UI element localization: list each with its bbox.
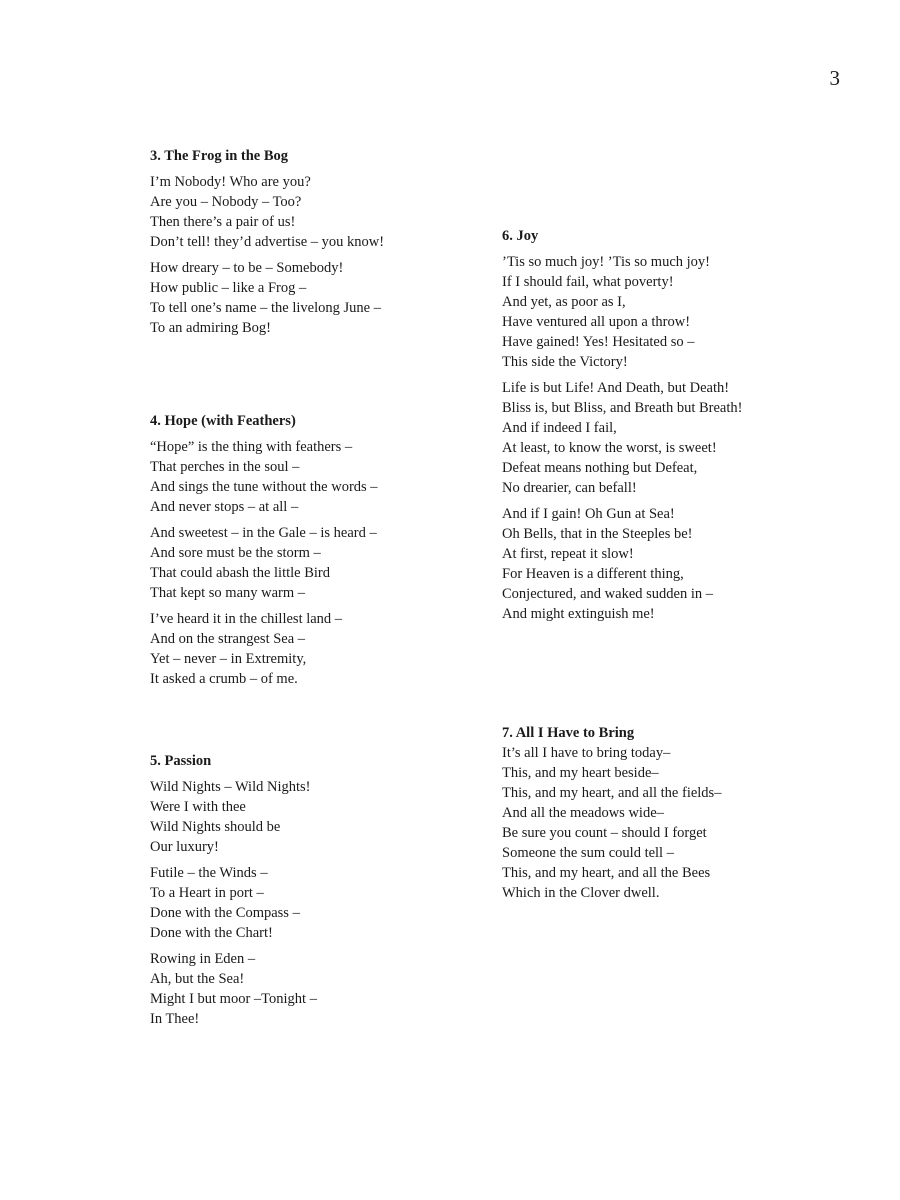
poem-line: Bliss is, but Bliss, and Breath but Breath! (502, 400, 743, 416)
stanza (150, 949, 470, 1029)
poem-line: Done with the Chart! (150, 925, 273, 941)
poem-line: Which in the Clover dwell. (502, 885, 660, 901)
poem-line: Then there’s a pair of us! (150, 214, 296, 230)
poem-title: 5. Passion (150, 753, 212, 769)
poem-line: Be sure you count – should I forget (502, 825, 707, 841)
stanza (150, 609, 470, 689)
poem-all-i-have-to-bring (502, 723, 822, 909)
poem-line: To an admiring Bog! (150, 320, 272, 336)
poem-line: Conjectured, and waked sudden in – (502, 586, 714, 602)
poem-line: And if I gain! Oh Gun at Sea! (502, 506, 675, 522)
poem-line: How public – like a Frog – (150, 280, 307, 296)
stanza (502, 252, 822, 372)
poem-line: And never stops – at all – (150, 499, 299, 515)
poem-line: And all the meadows wide– (502, 805, 664, 821)
poem-line: That kept so many warm – (150, 585, 306, 601)
poem-line: And sore must be the storm – (150, 545, 321, 561)
poem-line: And if indeed I fail, (502, 420, 617, 436)
poem-line: To tell one’s name – the livelong June – (150, 300, 381, 316)
stanza (150, 777, 470, 857)
poem-title: 3. The Frog in the Bog (150, 148, 289, 164)
poem-line: Oh Bells, that in the Steeples be! (502, 526, 693, 542)
stanza (150, 172, 470, 252)
poem-passion (150, 751, 470, 1035)
stanza (502, 743, 822, 903)
poem-title: 4. Hope (with Feathers) (150, 413, 296, 429)
poem-line: This, and my heart beside– (502, 765, 659, 781)
poem-line: In Thee! (150, 1011, 200, 1027)
poem-line: Yet – never – in Extremity, (150, 651, 307, 667)
poem-line: I’ve heard it in the chillest land – (150, 611, 343, 627)
poem-line: At first, repeat it slow! (502, 546, 634, 562)
stanza (502, 378, 822, 498)
poem-line: And might extinguish me! (502, 606, 655, 622)
poem-line: Wild Nights should be (150, 819, 281, 835)
poem-line: Are you – Nobody – Too? (150, 194, 302, 210)
poem-line: “Hope” is the thing with feathers – (150, 439, 353, 455)
poem-line: Have gained! Yes! Hesitated so – (502, 334, 695, 350)
stanza (150, 523, 470, 603)
poem-line: And yet, as poor as I, (502, 294, 626, 310)
poem-line: This, and my heart, and all the fields– (502, 785, 722, 801)
poem-line: Were I with thee (150, 799, 246, 815)
poem-line: Ah, but the Sea! (150, 971, 245, 987)
stanza (150, 258, 470, 338)
poem-line: It asked a crumb – of me. (150, 671, 298, 687)
poem-line: At least, to know the worst, is sweet! (502, 440, 717, 456)
poem-line: Rowing in Eden – (150, 951, 256, 967)
poem-line: And on the strangest Sea – (150, 631, 306, 647)
poem-line: Defeat means nothing but Defeat, (502, 460, 698, 476)
poem-frog-in-the-bog (150, 146, 470, 344)
poem-line: Might I but moor –Tonight – (150, 991, 317, 1007)
poem-line: For Heaven is a different thing, (502, 566, 684, 582)
poem-line: That perches in the soul – (150, 459, 300, 475)
poem-line: Don’t tell! they’d advertise – you know! (150, 234, 385, 250)
poem-line: And sweetest – in the Gale – is heard – (150, 525, 377, 541)
poem-line: If I should fail, what poverty! (502, 274, 674, 290)
stanza (502, 504, 822, 624)
poem-line: That could abash the little Bird (150, 565, 330, 581)
poem-line: Futile – the Winds – (150, 865, 268, 881)
poem-line: And sings the tune without the words – (150, 479, 378, 495)
poem-line: No drearier, can befall! (502, 480, 637, 496)
poem-line: I’m Nobody! Who are you? (150, 174, 311, 190)
stanza (150, 437, 470, 517)
poem-line: ’Tis so much joy! ’Tis so much joy! (502, 254, 710, 270)
poem-hope-with-feathers (150, 411, 470, 695)
stanza (150, 863, 470, 943)
poem-line: Have ventured all upon a throw! (502, 314, 691, 330)
poem-line: How dreary – to be – Somebody! (150, 260, 344, 276)
poem-line: Done with the Compass – (150, 905, 300, 921)
poem-line: Our luxury! (150, 839, 219, 855)
poem-title: 6. Joy (502, 228, 539, 244)
poem-line: To a Heart in port – (150, 885, 264, 901)
poem-line: This, and my heart, and all the Bees (502, 865, 711, 881)
poem-line: Life is but Life! And Death, but Death! (502, 380, 730, 396)
poem-line: This side the Victory! (502, 354, 628, 370)
poem-line: It’s all I have to bring today– (502, 745, 671, 761)
poem-title: 7. All I Have to Bring (502, 725, 635, 741)
poem-line: Wild Nights – Wild Nights! (150, 779, 311, 795)
poem-joy (502, 226, 822, 630)
page-number: 3 (829, 66, 840, 90)
poem-line: Someone the sum could tell – (502, 845, 674, 861)
